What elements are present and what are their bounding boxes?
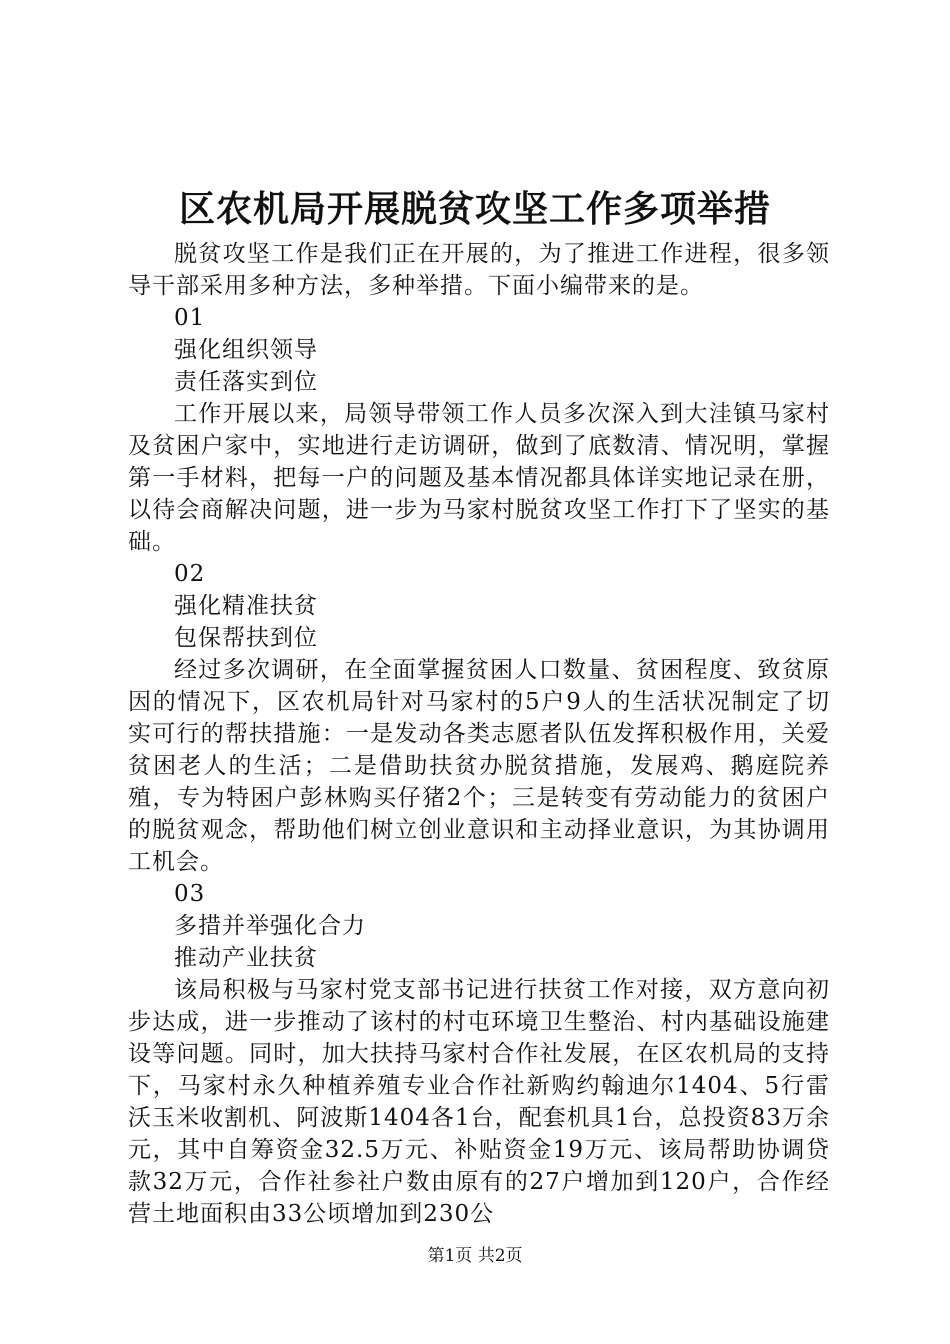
section-2-heading-2: 包保帮扶到位 xyxy=(174,625,318,651)
section-3-heading-2: 推动产业扶贫 xyxy=(174,945,318,971)
section-1-heading-2: 责任落实到位 xyxy=(174,369,318,395)
document-body xyxy=(128,238,830,1230)
section-3-paragraph: 该局积极与马家村党支部书记进行扶贫工作对接，双方意向初步达成，进一步推动了该村的村屯环境卫生整治、村内基础设施建设等问题。同时，加大扶持马家村合作社发展，在区农机局的支持下，马家村永久种植养殖专业合作社新购约翰迪尔1404、5行雷沃玉米收割机、阿波斯1404各1台，配套机具1台，总投资83万余元，其中自筹资金32.5万元、补贴资金19万元、该局帮助协调贷款32万元，合作社参社户数由原有的27户增加到120户，合作经营土地面积由33公顷增加到230公 xyxy=(128,977,830,1227)
section-2-heading-1: 强化精准扶贫 xyxy=(174,593,318,619)
section-1-paragraph: 工作开展以来，局领导带领工作人员多次深入到大洼镇马家村及贫困户家中，实地进行走访调研，做到了底数清、情况明，掌握第一手材料，把每一户的问题及基本情况都具体详实地记录在册，以待会商解决问题，进一步为马家村脱贫攻坚工作打下了坚实的基础。 xyxy=(128,401,830,555)
intro-paragraph: 脱贫攻坚工作是我们正在开展的，为了推进工作进程，很多领导干部采用多种方法，多种举措。下面小编带来的是。 xyxy=(128,241,830,299)
section-1-number: 01 xyxy=(174,305,206,331)
section-2-paragraph: 经过多次调研，在全面掌握贫困人口数量、贫困程度、致贫原因的情况下，区农机局针对马家村的5户9人的生活状况制定了切实可行的帮扶措施：一是发动各类志愿者队伍发挥积极作用，关爱贫困老人的生活；二是借助扶贫办脱贫措施，发展鸡、鹅庭院养殖，专为特困户彭林购买仔猪2个；三是转变有劳动能力的贫困户的脱贫观念，帮助他们树立创业意识和主动择业意识，为其协调用工机会。 xyxy=(128,657,830,875)
section-2-number: 02 xyxy=(174,561,206,587)
page-footer: 第1页 共2页 xyxy=(427,1246,523,1266)
section-3-heading-1: 多措并举强化合力 xyxy=(174,913,366,939)
document-title: 区农机局开展脱贫攻坚工作多项举措 xyxy=(178,188,771,230)
section-3-number: 03 xyxy=(174,881,206,907)
section-1-heading-1: 强化组织领导 xyxy=(174,337,318,363)
